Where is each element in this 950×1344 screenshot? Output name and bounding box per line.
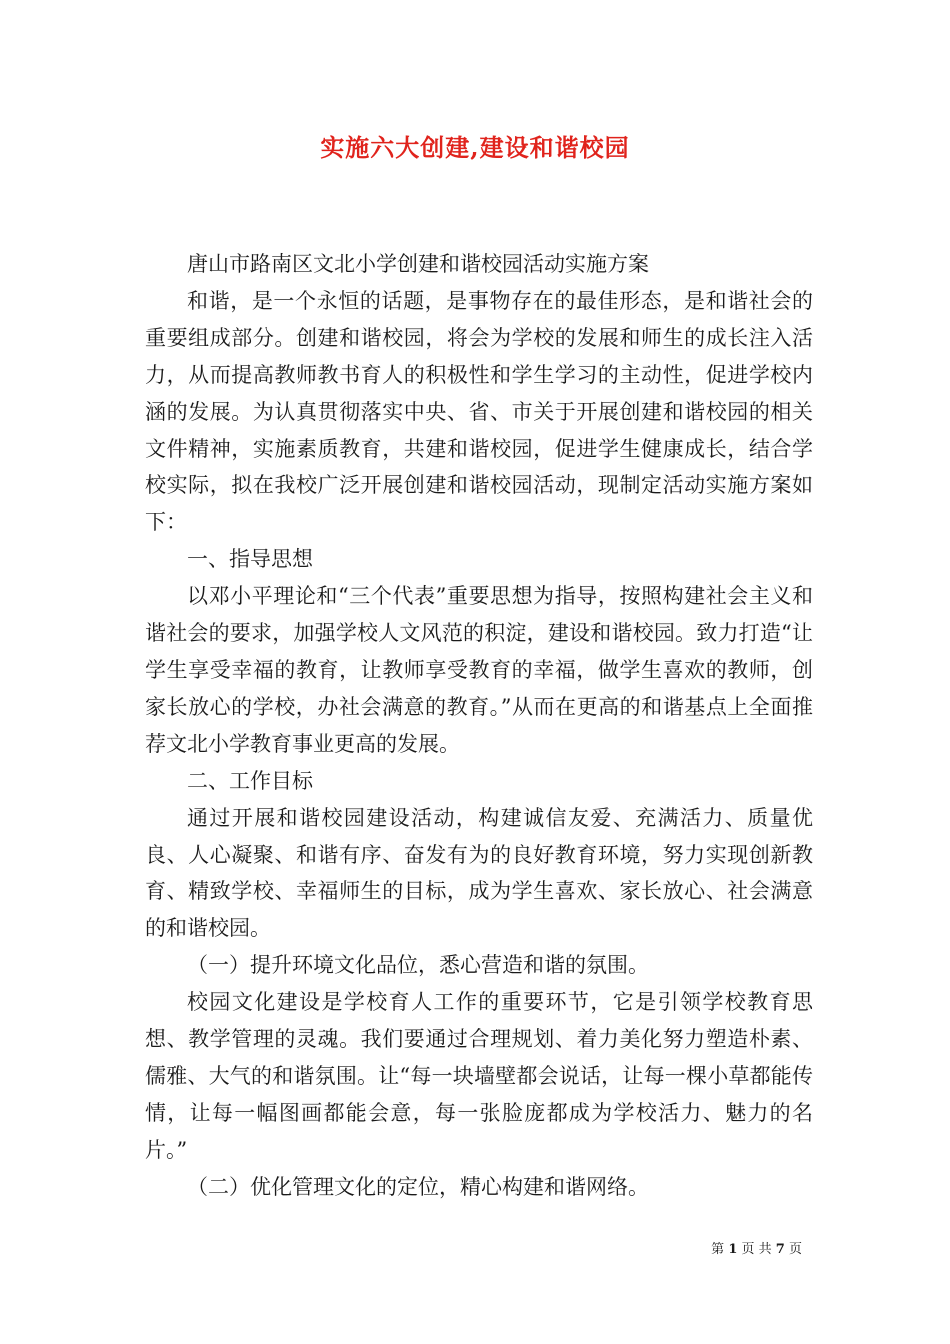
footer-current-page: 1	[728, 1242, 738, 1257]
subsection-heading-environment-culture: （一）提升环境文化品位，悉心营造和谐的氛围。	[187, 953, 649, 978]
footer-suffix: 页	[788, 1242, 802, 1257]
subsection-heading-management-culture: （二）优化管理文化的定位，精心构建和谐网络。	[187, 1174, 649, 1199]
subtitle-paragraph: 唐山市路南区文北小学创建和谐校园活动实施方案	[187, 252, 649, 276]
document-title: 实施六大创建,建设和谐校园	[320, 133, 630, 162]
footer-middle: 页 共	[741, 1242, 772, 1257]
footer-prefix: 第	[711, 1242, 725, 1257]
guiding-ideology-paragraph: 以邓小平理论和“三个代表”重要思想为指导，按照构建社会主义和谐社会的要求，加强学校人文风范的积淀，建设和谐校园。致力打造“让学生享受幸福的教育，让教师享受教育的幸福，做学生喜欢的教师，创家长放心的学校，办社会满意的教育。”从而在更高的和谐基点上全面推荐文北小学教育事业更高的发展。	[145, 584, 813, 756]
intro-paragraph: 和谐，是一个永恒的话题，是事物存在的最佳形态，是和谐社会的重要组成部分。创建和谐校园，将会为学校的发展和师生的成长注入活力，从而提高教师教书育人的积极性和学生学习的主动性，促进学校内涵的发展。为认真贯彻落实中央、省、市关于开展创建和谐校园的相关文件精神，实施素质教育，共建和谐校园，促进学生健康成长，结合学校实际，拟在我校广泛开展创建和谐校园活动，现制定活动实施方案如下：	[145, 288, 813, 535]
work-goals-paragraph: 通过开展和谐校园建设活动，构建诚信友爱、充满活力、质量优良、人心凝聚、和谐有序、奋发有为的良好教育环境，努力实现创新教育、精致学校、幸福师生的目标，成为学生喜欢、家长放心、社会满意的和谐校园。	[145, 805, 813, 941]
section-heading-work-goals: 二、工作目标	[187, 768, 313, 793]
environment-culture-paragraph: 校园文化建设是学校育人工作的重要环节，它是引领学校教育思想、教学管理的灵魂。我们要通过合理规划、着力美化努力塑造朴素、儒雅、大气的和谐氛围。让“每一块墙壁都会说话，让每一棵小草都能传情，让每一幅图画都能会意，每一张脸庞都成为学校活力、魅力的名片。”	[145, 990, 813, 1162]
footer-total-pages: 7	[775, 1242, 785, 1257]
section-heading-guiding-ideology: 一、指导思想	[187, 547, 313, 572]
page-number-footer	[711, 1238, 802, 1257]
document-body	[145, 246, 813, 1206]
